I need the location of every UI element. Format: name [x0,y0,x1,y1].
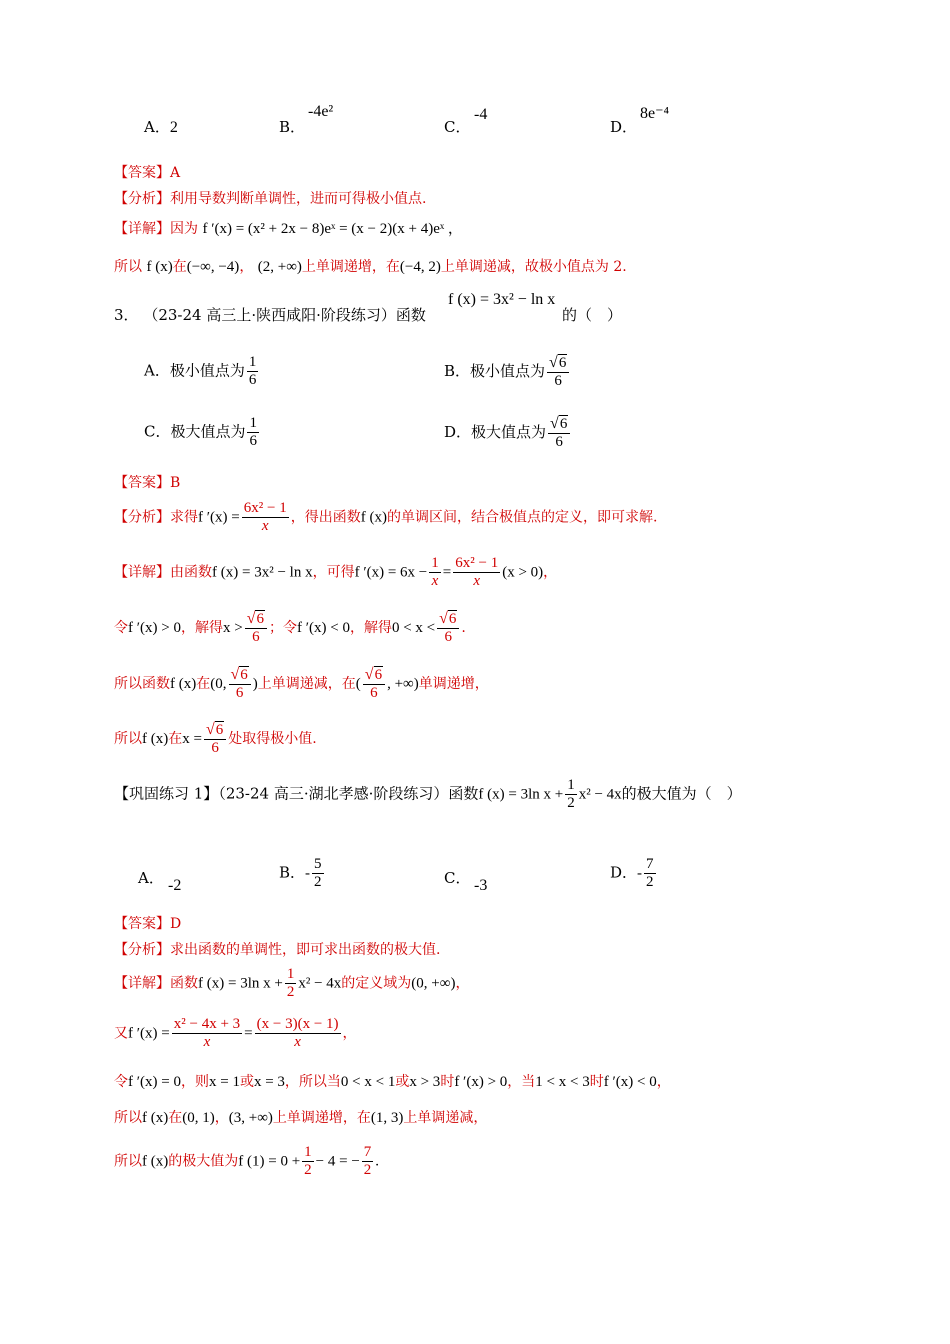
p1-option-a-value: -2 [168,877,182,894]
p1-option-d: D．- $\frac{7}{2}$ [610,856,654,890]
q2-option-b: B． [279,118,306,136]
p1-detail-line4: 所以f (x)在(0, 1)，(3, +∞)上单调递增，在(1, 3)上单调递减， [114,1110,488,1126]
q3-analysis: 【分析】求得f ′(x) = $\frac{\text{6x² − 1}}{x}$ ，得出函数f (x)的单调区间，结合极值点的定义，即可求解. [114,500,658,534]
p1-detail-line5: 所以f (x)的极大值为f (1) = 0 + $\frac{1}{2}$ − 4 = − $\frac{7}{2}$ . [114,1144,380,1178]
q2-option-c-value: -4 [474,106,488,123]
q2-conclusion: 所以 f (x)在(−∞, −4)， (2, +∞)上单调递增，在(−4, 2)上单调递减，故极小值点为 2. [114,259,627,275]
q3-answer: 【答案】B [114,475,181,491]
p1-stem: 【巩固练习 1】（23-24 高三·湖北孝感·阶段练习）函数f (x) = 3ln x + $\frac{1}{2}$ x² − 4x的极大值为（ ） [114,777,742,811]
q2-option-b-value: -4e² [308,103,334,120]
p1-detail-line3: 令f ′(x) = 0，则x = 1或x = 3，所以当0 < x < 1或x > 3时f ′(x) > 0，当1 < x < 3时f ′(x) < 0， [114,1074,671,1090]
q3-detail-line3: 所以函数f (x)在(0, $\frac{√6}{6}$ )上单调递减，在( $\frac{√6}{6}$ , +∞)单调递增， [114,666,489,701]
p1-detail-line1: 【详解】函数f (x) = 3ln x + $\frac{1}{2}$ x² − 4x的定义域为(0, +∞)， [114,966,470,1000]
p1-option-c: C． [444,869,471,887]
q3-stem [114,305,426,325]
q2-option-a: A．2 [144,118,178,136]
q2-option-a-value: 2 [169,119,178,136]
q2-detail-equation: f ′(x) = (x² + 2x − 8)eˣ = (x − 2)(x + 4)eˣ ， [202,221,463,237]
q3-option-a: A．极小值点为 $\frac{1}{6}$ [144,354,257,388]
q3-function: f (x) = 3x² − ln x [448,291,556,308]
p1-answer: 【答案】D [114,916,182,932]
q2-analysis: 【分析】利用导数判断单调性，进而可得极小值点. [114,191,427,207]
q2-option-c: C． [444,118,471,136]
q3-detail-line4: 所以f (x)在x = $\frac{√6}{6}$ 处取得极小值. [114,721,317,756]
p1-analysis: 【分析】求出函数的单调性，即可求出函数的极大值. [114,942,441,958]
q2-option-d: D． [610,118,638,136]
p1-option-a: A． [138,869,164,887]
q3-option-c: C．极大值点为 $\frac{1}{6}$ [144,415,257,449]
q2-option-d-value: 8e⁻⁴ [640,105,670,122]
q2-answer: 【答案】A [114,165,181,181]
q3-stem-tail: 的（ ） [562,306,623,324]
q3-number: 3． [114,306,139,324]
q3-detail-line2: 令f ′(x) > 0，解得x > $\frac{√6}{6}$ ；令f ′(x) < 0，解得0 < x < $\frac{√6}{6}$ . [114,610,466,645]
q3-source: （23-24 高三上·陕西咸阳·阶段练习）函数 [143,306,426,324]
q3-option-d: D．极大值点为 $\frac{√6}{6}$ [444,415,572,451]
p1-source: （23-24 高三·湖北孝感·阶段练习）函数 [218,784,479,803]
p1-option-c-value: -3 [474,877,488,894]
p1-option-b: B．- $\frac{5}{2}$ [279,856,322,890]
q3-option-b: B．极小值点为 $\frac{√6}{6}$ [444,354,571,390]
p1-detail-line2: 又f ′(x) = $\frac{\text{x² − 4x + 3}}{x}$ = $\frac{(x - 3)(x - 1)}{x}$ ， [114,1016,357,1050]
p1-label: 【巩固练习 1】 [114,784,219,803]
q3-detail-line1: 【详解】由函数f (x) = 3x² − ln x，可得f ′(x) = 6x − $\frac{1}{x}$ = $\frac{\text{6x² − 1}}{x}$ (x > 0)， [114,555,558,589]
q2-detail: 【详解】因为 f ′(x) = (x² + 2x − 8)eˣ = (x − 2)(x + 4)eˣ ， [114,221,463,237]
